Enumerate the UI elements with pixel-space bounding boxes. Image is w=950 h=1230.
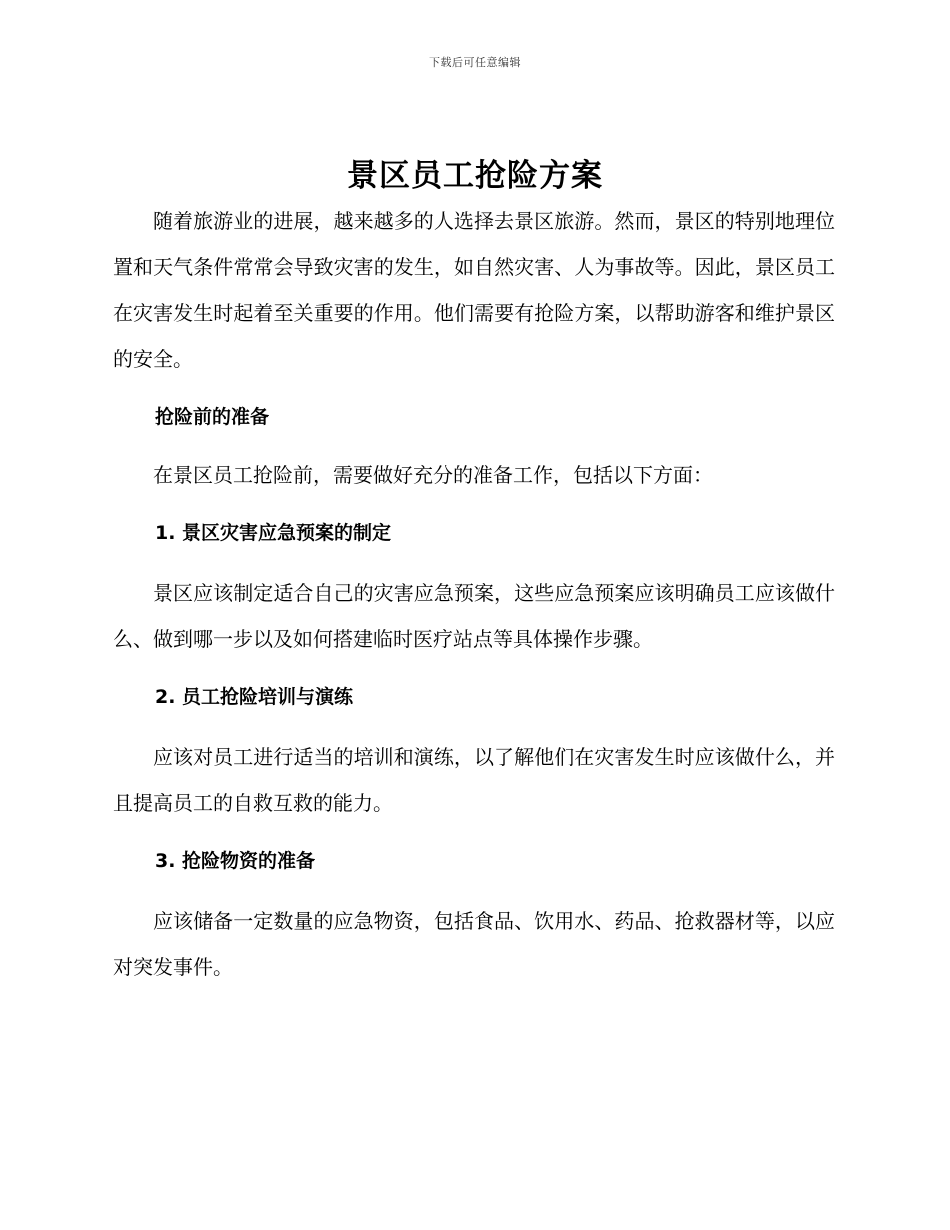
item-body-1: 景区应该制定适合自己的灾害应急预案，这些应急预案应该明确员工应该做什么、做到哪一步以及如何搭建临时医疗站点等具体操作步骤。 (113, 581, 835, 651)
section-heading: 抢险前的准备 (155, 406, 270, 428)
document-title: 景区员工抢险方案 (347, 158, 603, 194)
item-body-2: 应该对员工进行适当的培训和演练，以了解他们在灾害发生时应该做什么，并且提高员工的自救互救的能力。 (113, 745, 835, 815)
intro-paragraph: 随着旅游业的进展，越来越多的人选择去景区旅游。然而，景区的特别地理位置和天气条件常常会导致灾害的发生，如自然灾害、人为事故等。因此，景区员工在灾害发生时起着至关重要的作用。他们需要有抢险方案，以帮助游客和维护景区的安全。 (113, 209, 835, 371)
item-heading-2: 2. 员工抢险培训与演练 (155, 686, 354, 708)
section-lead-paragraph: 在景区员工抢险前，需要做好充分的准备工作，包括以下方面： (153, 463, 713, 487)
document-body (113, 198, 835, 990)
header-note: 下载后可任意编辑 (429, 56, 521, 69)
item-heading-3: 3. 抢险物资的准备 (155, 850, 316, 872)
item-heading-1: 1. 景区灾害应急预案的制定 (155, 522, 392, 544)
item-body-3: 应该储备一定数量的应急物资，包括食品、饮用水、药品、抢救器材等，以应对突发事件。 (113, 909, 835, 979)
